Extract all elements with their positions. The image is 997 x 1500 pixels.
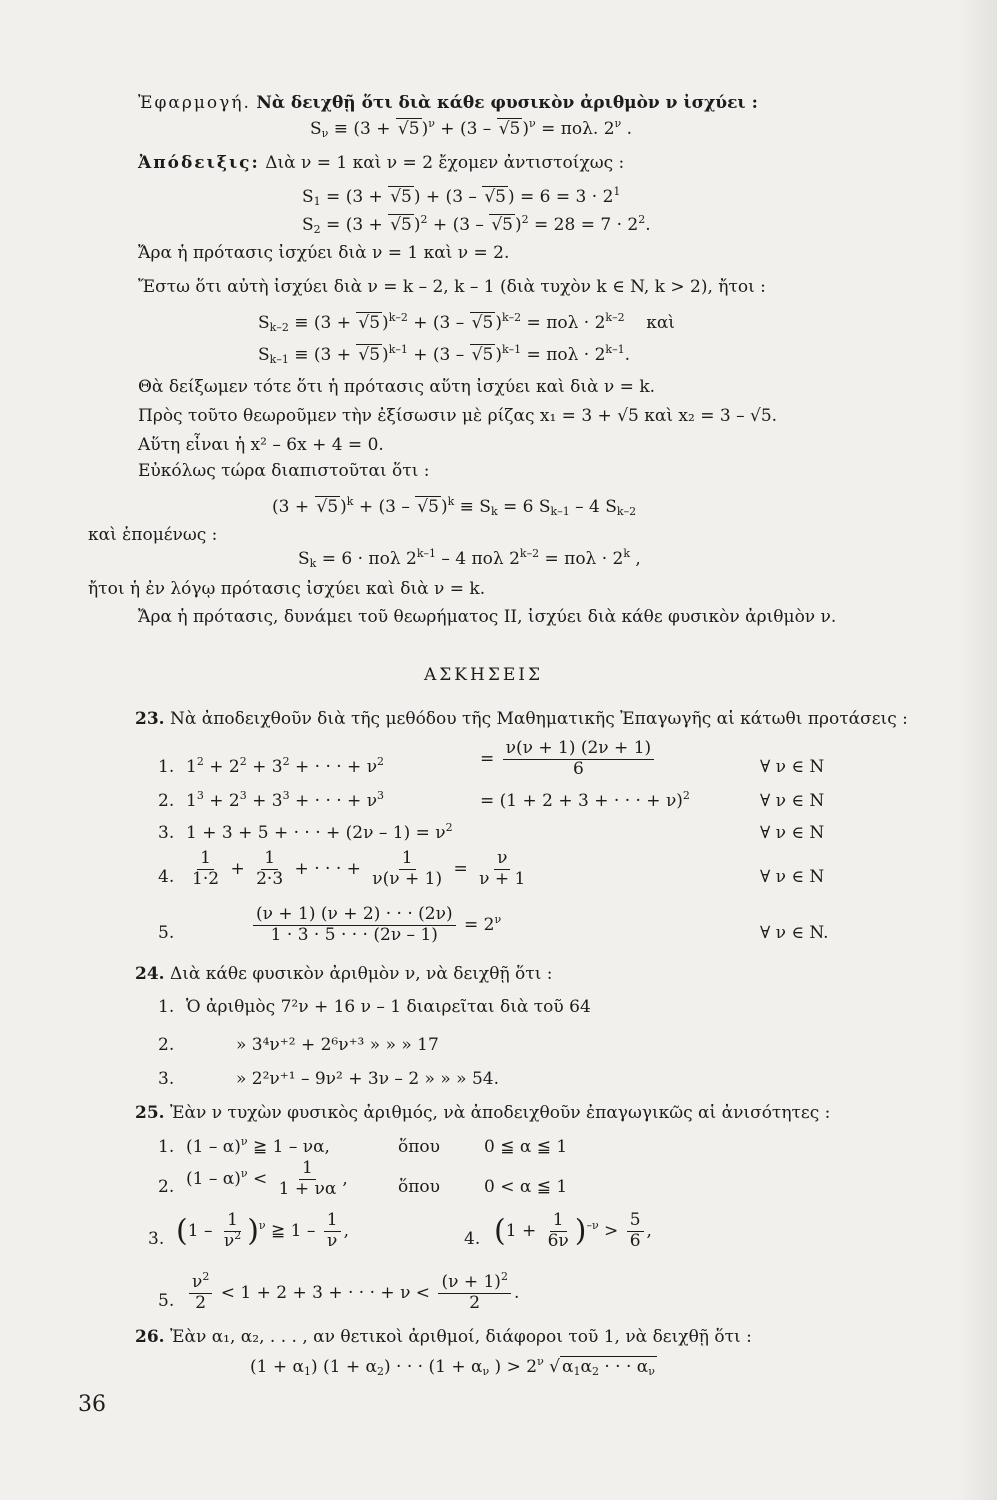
proof-line-14: ἤτοι ἡ ἐν λόγῳ πρότασις ἰσχύει καὶ διὰ ν = k. [88,579,486,599]
ex23-item-1-lhs: $1^2 + 2^2 + 3^2$ + · · · + $\nu^2$ [186,755,385,777]
ex25-item-1-condition: 0 ≦ α ≦ 1 [484,1137,568,1157]
ex23-item-2-lhs: $1^3 + 2^3 + 3^3$ + · · · + $\nu^3$ [186,789,385,811]
ex25-item-5-label: 5. [158,1291,175,1311]
ex23-item-5-label: 5. [158,923,175,943]
proof-s1: $S_1 = (3 + √5$ ) + (3 – √5 ) = $6 = 3 \cdot 2^1$ [302,185,621,208]
proof-line-4: Ἔστω ὅτι αὐτὴ ἰσχύει διὰ ν = k – 2, k – 1 (διὰ τυχὸν k ∈ N, k > 2), ἤτοι : [138,277,766,297]
proof-line-7: Θὰ δείξωμεν τότε ὅτι ἡ πρότασις αὕτη ἰσχύει καὶ διὰ ν = k. [138,377,656,397]
ex25-item-4-formula: (1 + $\frac{1}{6\nu}$ )$^{-\nu}$ > $\frac{5}{6}$ , [494,1210,652,1251]
ex23-item-2-label: 2. [158,791,175,811]
ex23-item-3-label: 3. [158,823,175,843]
exercise-25-number: 25. [135,1103,165,1123]
proof-line-15: Ἄρα ἡ πρότασις, δυνάμει τοῦ θεωρήματος ΙΙ, ἰσχύει διὰ κάθε φυσικὸν ἀριθμὸν ν. [138,607,837,627]
ex25-item-3-label: 3. [148,1229,165,1249]
ex23-item-1-quantifier: ∀ ν ∈ N [760,757,825,777]
proof-intro-line [138,152,624,174]
proof-line-8: Πρὸς τοῦτο θεωροῦμεν τὴν ἐξίσωσιν μὲ ρίζας x₁ = 3 + √5 καὶ x₂ = 3 – √5. [138,406,778,426]
ex23-item-3-formula: 1 + 3 + 5 + · · · + $(2\nu - 1) = \nu^2$ [186,821,453,843]
ex23-item-5-formula: $\frac{(\nu + 1) (\nu + 2) \cdot \cdot \cdot (2\nu)}{1 \cdot 3 \cdot 5 \cdot \cdot \cdot (2\nu - 1)}$ = $2^\nu$ [250,906,501,945]
ex25-item-3-formula: (1 – $\frac{1}{\nu^2}$ )$^\nu$ ≧ 1 – $\frac{1}{\nu}$ , [176,1210,350,1251]
proof-line-10: Εὐκόλως τώρα διαπιστοῦται ὅτι : [138,461,430,481]
ex23-item-3-quantifier: ∀ ν ∈ N [760,823,825,843]
application-statement: Νὰ δειχθῇ ὅτι διὰ κάθε φυσικὸν ἀριθμὸν ν ἰσχύει : [256,93,758,113]
ex25-item-1-formula: (1 – α)$^\nu$ ≧ 1 – να, [186,1135,330,1157]
ex23-item-1-rhs: = $\frac{\nu(\nu + 1) (2\nu + 1)}{6}$ [480,740,657,779]
proof-line-9: Αὕτη εἶναι ἡ x² – 6x + 4 = 0. [138,435,384,455]
ex24-item-2-text: » 3⁴ν⁺² + 2⁶ν⁺³ » » » 17 [236,1035,439,1055]
exercise-25-header [135,1102,830,1124]
exercise-24-number: 24. [135,964,165,984]
ex24-item-2-label: 2. [158,1035,175,1055]
ex25-item-2-condition: 0 < α ≦ 1 [484,1177,568,1197]
ex25-item-2-label: 2. [158,1177,175,1197]
page-number: 36 [78,1392,106,1417]
ex25-item-2-formula: (1 – α)$^\nu$ < $\frac{1}{1 + \nu\alpha}$ , [186,1158,348,1199]
ex24-item-3-text: » 2²ν⁺¹ – 9ν² + 3ν – 2 » » » 54. [236,1069,500,1089]
exercise-24-header [135,963,553,985]
ex23-item-2-rhs: = (1 + 2 + 3 + · · · + ν)$^2$ [480,789,690,811]
proof-intro: Διὰ ν = 1 καὶ ν = 2 ἔχομεν ἀντιστοίχως : [265,153,625,173]
ex23-item-5-quantifier: ∀ ν ∈ N. [760,923,829,943]
ex23-item-4-formula: $\frac{1}{1\cdot 2}$ + $\frac{1}{2\cdot 3}$ + · · · + $\frac{1}{\nu(\nu + 1)}$ = $\frac{\nu}{\nu + 1}$ [192,848,526,889]
ex26-formula: $(1 + \alpha_1)$ $(1 + \alpha_2)$ · · · ($1 + \alpha_\nu$ ) > $2^\nu$ √ $\alpha_1\alpha_2$ · · · $\alpha_\nu$ [250,1355,655,1378]
exercise-26-text: Ἐὰν α₁, α₂, . . . , αν θετικοὶ ἀριθμοί, διάφοροι τοῦ 1, νὰ δειχθῇ ὅτι : [169,1327,752,1347]
application-formula: $S_\nu \equiv (3 + √5$ )$^\nu$ + (3 – √5 )$^\nu$ = πολ. $2^\nu$ . [310,117,633,140]
proof-sk1: $S_{k-1} \equiv (3 + √5$ )$^{k-1}$ + (3 – √5 )$^{k-1} = \pi o\lambda \cdot 2^{k-1}$. [258,343,630,366]
exercise-26-number: 26. [135,1327,165,1347]
ex23-item-1-label: 1. [158,757,175,777]
application-line [138,92,758,114]
ex25-item-1-label: 1. [158,1137,175,1157]
application-heading: Ἐφαρμογή. [138,93,251,113]
exercises-title: ΑΣΚΗΣΕΙΣ [424,665,543,685]
proof-heading: Ἀπόδειξις: [138,153,260,173]
ex25-item-2-where: ὅπου [398,1177,440,1197]
ex24-item-1-text: Ὁ ἀριθμὸς 7²ν + 16 ν – 1 διαιρεῖται διὰ τοῦ 64 [186,997,591,1017]
exercise-26-header [135,1326,752,1348]
exercise-25-text: Ἐὰν ν τυχὼν φυσικὸς ἀριθμός, νὰ ἀποδειχθοῦν ἐπαγωγικῶς αἱ ἀνισότητες : [169,1103,831,1123]
ex23-item-4-quantifier: ∀ ν ∈ N [760,867,825,887]
ex25-item-5-formula: $\frac{\nu^2}{2}$ < 1 + 2 + 3 + · · · + ν < $\frac{(\nu + 1)^2}{2}$ . [186,1274,519,1313]
ex25-item-1-where: ὅπου [398,1137,440,1157]
exercise-23-text: Νὰ ἀποδειχθοῦν διὰ τῆς μεθόδου τῆς Μαθηματικῆς Ἐπαγωγῆς αἱ κάτωθι προτάσεις : [169,709,908,729]
proof-s2: $S_2 = (3 + √5$ )$^2$ + (3 – √5 )$^2 = 28 = 7 \cdot 2^2$. [302,213,651,236]
proof-sk2: $S_{k-2} \equiv (3 + √5$ )$^{k-2}$ + (3 – √5 )$^{k-2} = \pi o\lambda \cdot 2^{k-2}$ καὶ [258,311,675,334]
proof-line-12: καὶ ἑπομένως : [88,525,218,545]
exercise-23-header [135,708,908,730]
proof-line-3: Ἄρα ἡ πρότασις ἰσχύει διὰ ν = 1 καὶ ν = 2. [138,243,510,263]
exercise-23-number: 23. [135,709,165,729]
ex25-item-4-label: 4. [464,1229,481,1249]
proof-sk: $S_k = 6 \cdot \pi o\lambda$ 2$^{k-1}$ – 4 πολ $2^{k-2} = \pi o\lambda \cdot 2^k$ , [298,547,641,570]
ex24-item-1-label: 1. [158,997,175,1017]
proof-recurrence: (3 + √5 )$^k$ + (3 – √5 )$^k \equiv S_k = 6$ $S_{k-1} - 4$ $S_{k-2}$ [272,495,637,518]
ex23-item-2-quantifier: ∀ ν ∈ N [760,791,825,811]
ex24-item-3-label: 3. [158,1069,175,1089]
ex23-item-4-label: 4. [158,867,175,887]
exercise-24-text: Διὰ κάθε φυσικὸν ἀριθμὸν ν, νὰ δειχθῇ ὅτι : [169,964,553,984]
page-edge-shadow [957,0,997,1500]
